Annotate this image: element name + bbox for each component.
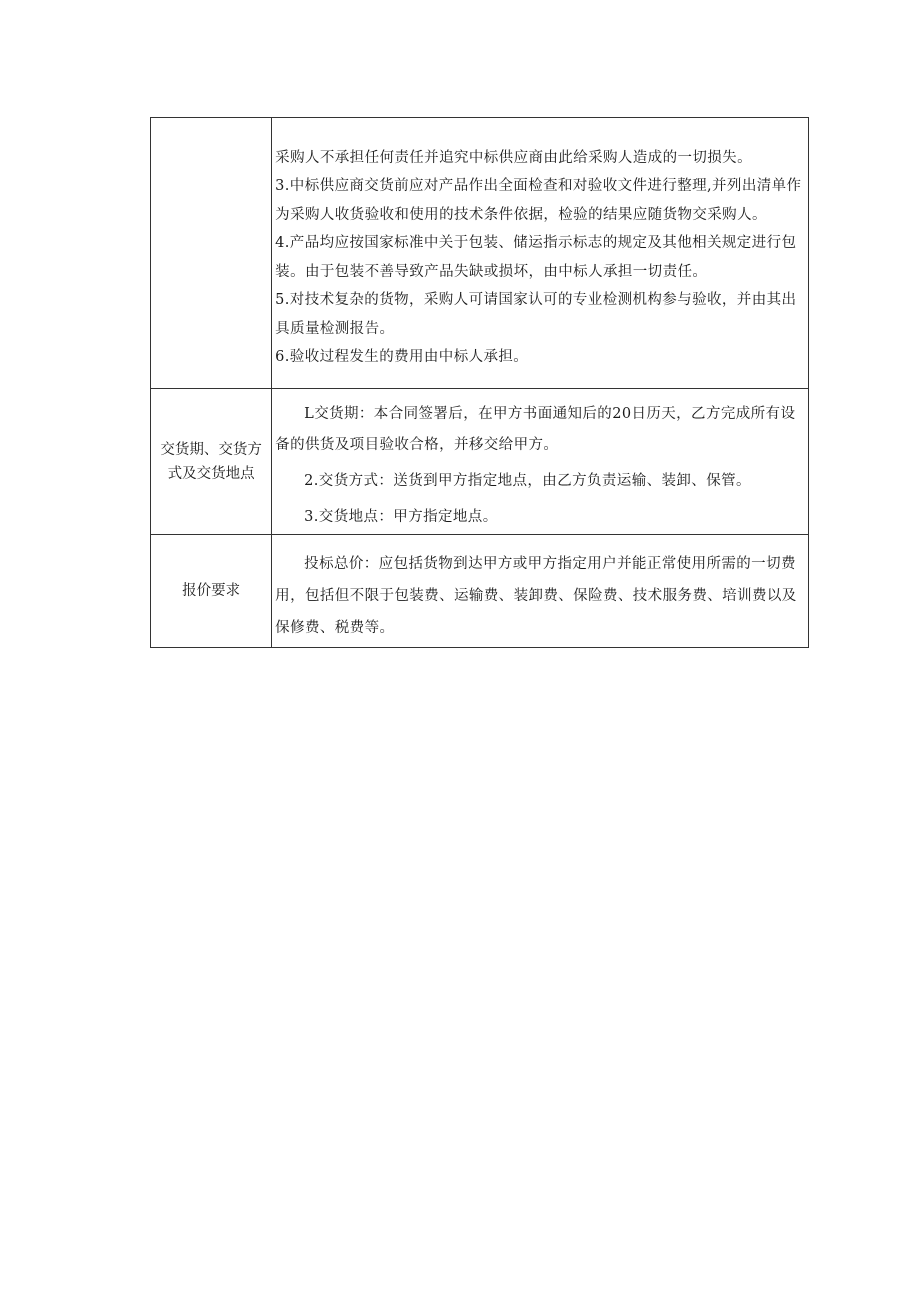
acceptance-label-cell xyxy=(151,118,272,389)
delivery-label: 交货期、交货方式及交货地点 xyxy=(160,441,262,482)
delivery-label-cell xyxy=(151,389,272,535)
quotation-content-cell xyxy=(272,535,809,648)
quotation-label-cell xyxy=(151,535,272,648)
acceptance-item-6: 6.验收过程发生的费用由中标人承担。 xyxy=(275,349,529,365)
acceptance-line-1: 采购人不承担任何责任并追究中标供应商由此给采购人造成的一切损失。 xyxy=(275,149,752,166)
quotation-label: 报价要求 xyxy=(182,583,241,599)
acceptance-row xyxy=(151,118,809,389)
requirements-table xyxy=(150,117,809,648)
delivery-method: 2.交货方式：送货到甲方指定地点，由乙方负责运输、装卸、保管。 xyxy=(304,472,751,489)
acceptance-content-cell xyxy=(272,118,809,389)
quotation-row xyxy=(151,535,809,648)
quotation-total-price: 投标总价：应包括货物到达甲方或甲方指定用户并能正常使用所需的一切费用，包括但不限于包装费、运输费、装卸费、保险费、技术服务费、培训费以及保修费、税费等。 xyxy=(275,556,797,636)
delivery-content-cell xyxy=(272,389,809,535)
acceptance-item-5: 5.对技术复杂的货物，采购人可请国家认可的专业检测机构参与验收，并由其出具质量检测报告。 xyxy=(275,292,797,337)
delivery-location: 3.交货地点：甲方指定地点。 xyxy=(304,508,498,525)
acceptance-item-4: 4.产品均应按国家标准中关于包装、储运指示标志的规定及其他相关规定进行包装。由于包装不善导致产品失缺或损坏，由中标人承担一切责任。 xyxy=(275,235,797,280)
acceptance-item-3: 3.中标供应商交货前应对产品作出全面检查和对验收文件进行整理,并列出清单作为采购人收货验收和使用的技术条件依据，检验的结果应随货物交采购人。 xyxy=(275,178,802,223)
delivery-period: L交货期：本合同签署后，在甲方书面通知后的20日历天，乙方完成所有设备的供货及项目验收合格，并移交给甲方。 xyxy=(275,405,796,453)
delivery-row xyxy=(151,389,809,535)
